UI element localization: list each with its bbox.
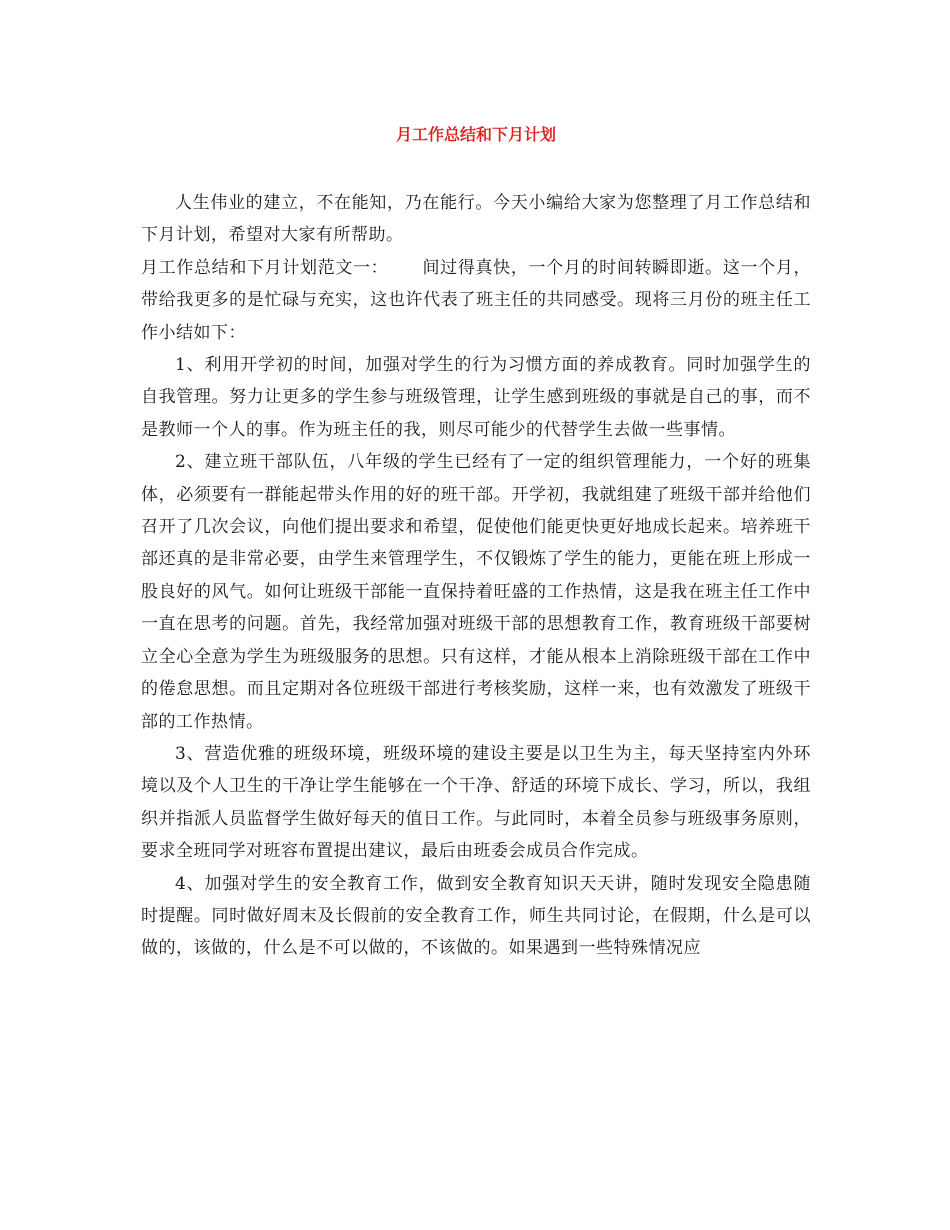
- paragraph-2: 2、建立班干部队伍，八年级的学生已经有了一定的组织管理能力，一个好的班集体，必须要有一群能起带头作用的好的班干部。开学初，我就组建了班级干部并给他们召开了几次会议，向他们提出要求和希望，促使他们能更快更好地成长起来。培养班干部还真的是非常必要，由学生来管理学生，不仅锻炼了学生的能力，更能在班上形成一股良好的风气。如何让班级干部能一直保持着旺盛的工作热情，这是我在班主任工作中一直在思考的问题。首先，我经常加强对班级干部的思想教育工作，教育班级干部要树立全心全意为学生为班级服务的思想。只有这样，才能从根本上消除班级干部在工作中的倦怠思想。而且定期对各位班级干部进行考核奖励，这样一来，也有效激发了班级干部的工作热情。: [141, 452, 811, 732]
- intro-paragraph: 人生伟业的建立，不在能知，乃在能行。今天小编给大家为您整理了月工作总结和下月计划，希望对大家有所帮助。: [141, 193, 811, 246]
- paragraph-3: 3、营造优雅的班级环境，班级环境的建设主要是以卫生为主，每天坚持室内外环境以及个人卫生的干净让学生能够在一个干净、舒适的环境下成长、学习，所以，我组织并指派人员监督学生做好每天的值日工作。与此同时，本着全员参与班级事务原则，要求全班同学对班容布置提出建议，最后由班委会成员合作完成。: [141, 743, 811, 862]
- document-body: [141, 187, 811, 965]
- paragraph-1: 1、利用开学初的时间，加强对学生的行为习惯方面的养成教育。同时加强学生的自我管理。努力让更多的学生参与班级管理，让学生感到班级的事就是自己的事，而不是教师一个人的事。作为班主任的我，则尽可能少的代替学生去做一些事情。: [141, 355, 811, 440]
- sample-paragraph: [141, 252, 811, 349]
- paragraph-4: 4、加强对学生的安全教育工作，做到安全教育知识天天讲，随时发现安全隐患随时提醒。同时做好周末及长假前的安全教育工作，师生共同讨论，在假期，什么是可以做的，该做的，什么是不可以做的，不该做的。如果遇到一些特殊情况应: [141, 873, 811, 959]
- sample-opening: 间过得真快，一个月的时间转瞬即逝。这一个月，带给我更多的是忙碌与充实，这也许代表了班主任的共同感受。现将三月份的班主任工作小结如下：: [141, 257, 812, 343]
- sample-heading: 月工作总结和下月计划范文一：: [141, 257, 389, 278]
- document-page: [141, 0, 811, 1230]
- document-title: 月工作总结和下月计划: [395, 125, 556, 144]
